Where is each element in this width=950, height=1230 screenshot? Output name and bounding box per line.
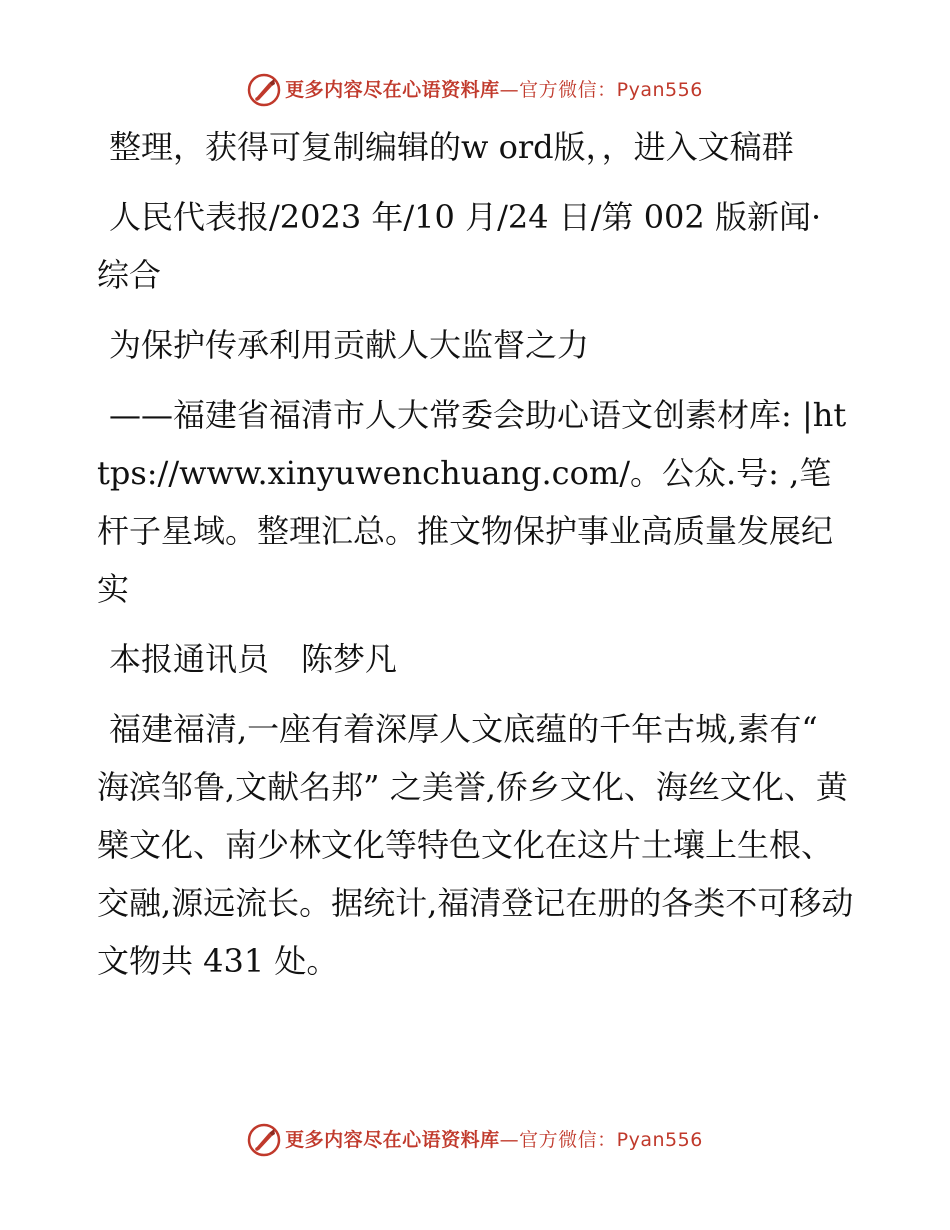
paragraph-source-line: 人民代表报/2023 年/10 月/24 日/第 002 版新闻· 综合	[97, 198, 832, 294]
footer-banner	[0, 1120, 950, 1160]
article-subtitle: ——福建省福清市人大常委会助心语文创素材库: |https://www.xinyuwenchuang.com/。公众.号: ,笔杆子星域。整理汇总。推文物保护事业高质量发展纪实	[97, 396, 847, 608]
footer-banner-wechat: —官方微信：Pyan556	[499, 1128, 703, 1151]
paragraph-body: 福建福清,一座有着深厚人文底蕴的千年古城,素有“ 海滨邹鲁,文献名邦” 之美誉,侨乡文化、海丝文化、黄檗文化、南少林文化等特色文化在这片土壤上生根、交融,源远流长。据统计,福清登记在册的各类不可移动文物共 431 处。	[97, 710, 854, 980]
paragraph-intro-note: 整理，获得可复制编辑的w ord版，，进入文稿群	[109, 128, 794, 166]
footer-banner-text: 更多内容尽在心语资料库	[285, 1128, 500, 1151]
header-banner	[0, 70, 950, 110]
document-body	[97, 118, 857, 1002]
quill-pen-logo-icon	[247, 73, 281, 107]
article-title: 为保护传承利用贡献人大监督之力	[109, 326, 590, 364]
quill-pen-logo-icon	[247, 1123, 281, 1157]
header-banner-wechat: —官方微信：Pyan556	[499, 78, 703, 101]
article-byline: 本报通讯员 陈梦凡	[109, 640, 398, 678]
header-banner-text: 更多内容尽在心语资料库	[285, 78, 500, 101]
